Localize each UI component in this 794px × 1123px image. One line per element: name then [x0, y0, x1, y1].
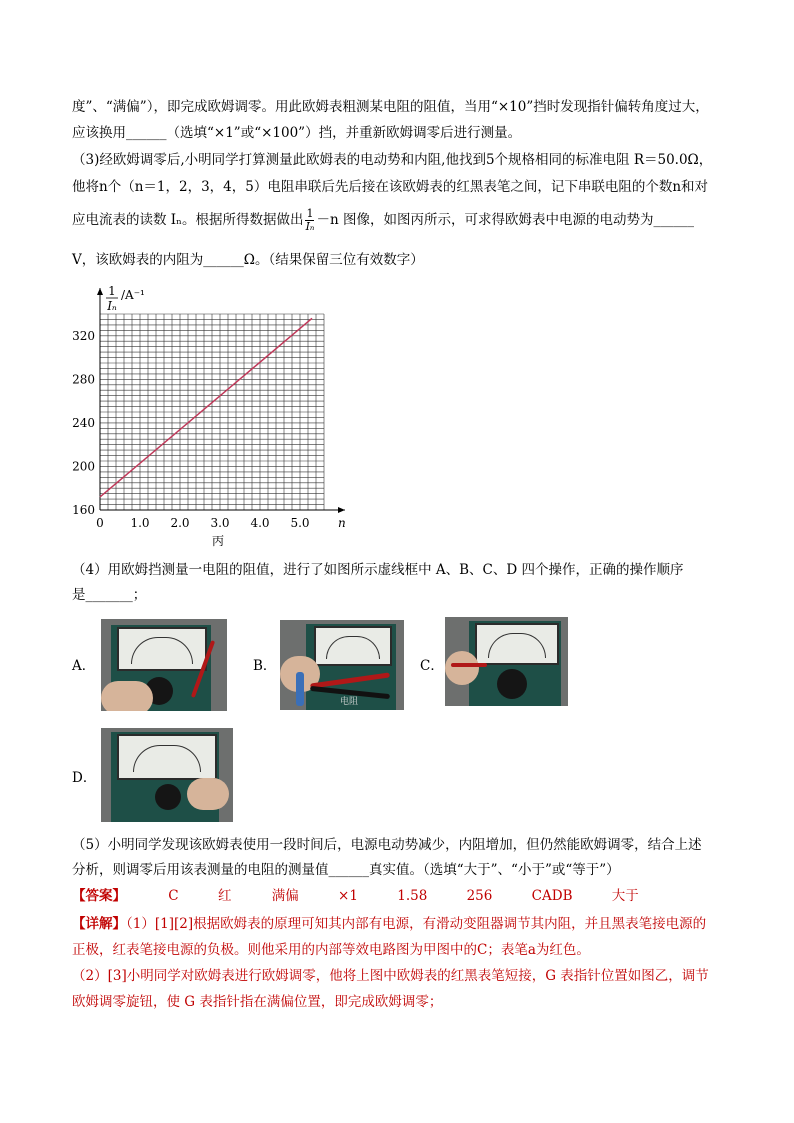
question-3-line: （3)经欧姆调零后,小明同学打算测量此欧姆表的电动势和内阻,他找到5个规格相同的标准电阻 R＝50.0Ω，: [72, 152, 713, 168]
red-probe: [451, 663, 487, 667]
x-tick-label: 3.0: [210, 516, 230, 530]
y-origin-label: 160: [72, 503, 95, 517]
option-b-photo: [280, 620, 404, 710]
option-c-photo: [445, 617, 568, 706]
y-axis-arrow: [97, 288, 103, 295]
resistor: [296, 672, 304, 706]
answer-7: CADB: [531, 888, 573, 904]
text-segment: －n 图像，如图丙所示，可求得欧姆表中电源的电动势为______: [316, 212, 694, 228]
meter-dial: [117, 627, 207, 671]
scale-arc: [131, 637, 193, 664]
option-a-photo: [101, 619, 227, 711]
selector-knob: [497, 669, 527, 699]
answer-6: 256: [466, 888, 493, 904]
meter-dial: [117, 734, 217, 780]
answer-4: ×1: [338, 888, 358, 904]
y-tick-label: 200: [72, 459, 95, 474]
fraction-denominator: Iₙ: [305, 220, 315, 233]
zero-adjust-knob: [155, 784, 181, 810]
detail-line: （2）[3]小明同学对欧姆表进行欧姆调零，他将上图中欧姆表的红黑表笔短接，G 表指针位置如图乙，调节: [72, 968, 709, 984]
y-axis-label-denominator: Iₙ: [107, 299, 117, 313]
question-4-line: 是_______；: [72, 587, 147, 603]
option-b-label: B．: [253, 658, 277, 674]
fraction-numerator: 1: [306, 207, 314, 220]
y-tick-label: 280: [72, 372, 95, 387]
answer-3: 满偏: [271, 888, 299, 904]
question-4-line: （4）用欧姆挡测量一电阻的阻值，进行了如图所示虚线框中 A、B、C、D 四个操作，正确的操作顺序: [72, 562, 684, 578]
hand: [101, 681, 153, 711]
y-tick-label: 320: [72, 328, 95, 343]
x-axis-arrow: [338, 507, 345, 513]
scale-arc: [488, 633, 546, 658]
x-origin-label: 0: [96, 516, 104, 530]
x-tick-label: 2.0: [170, 516, 190, 530]
x-tick-label: 1.0: [130, 516, 150, 530]
option-d-photo: [101, 728, 233, 822]
hand: [187, 778, 229, 810]
question-3-line: [72, 208, 694, 233]
graph-bing: [60, 282, 360, 552]
question-text-line: 度”、“满偏”），即完成欧姆调零。用此欧姆表粗测某电阻的阻值，当用“×10”挡时发现指针偏转角度过大，: [72, 99, 709, 115]
chart-caption: 丙: [211, 534, 225, 548]
meter-dial: [314, 626, 392, 666]
x-axis-label: n: [338, 516, 346, 530]
detail-text: （1）[1][2]根据欧姆表的原理可知其内部有电源，有滑动变阻器调节其内阻，并且黑表笔接电源的: [126, 916, 707, 932]
answer-5: 1.58: [397, 888, 428, 904]
question-3-line: 他将n个（n＝1，2，3，4，5）电阻串联后先后接在该欧姆表的红黑表笔之间，记下串联电阻的个数n和对: [72, 179, 709, 195]
detail-line: [72, 914, 706, 934]
option-d-label: D．: [72, 770, 97, 786]
resistor-tag: 电阻: [340, 697, 359, 707]
answer-label: 【答案】: [72, 888, 126, 904]
option-a-label: A．: [72, 658, 96, 674]
detail-line: 欧姆调零旋钮，使 G 表指针指在满偏位置，即完成欧姆调零；: [72, 994, 443, 1010]
text-segment: 应电流表的读数 Iₙ。根据所得数据做出: [72, 212, 304, 228]
scale-arc: [326, 636, 380, 659]
question-text-line: 应该换用______（选填“×1”或“×100”）挡，并重新欧姆调零后进行测量。: [72, 125, 522, 141]
y-axis-label-numerator: 1: [108, 284, 116, 298]
option-c-label: C．: [420, 658, 444, 674]
x-tick-label: 4.0: [250, 516, 270, 530]
detail-label: 【详解】: [72, 916, 126, 932]
y-tick-label: 240: [72, 415, 95, 430]
meter-dial: [475, 623, 559, 665]
scale-arc: [133, 745, 201, 772]
question-5-line: 分析，则调零后用该表测量的电阻的测量值______真实值。（选填“大于”、“小于”或“等于”）: [72, 862, 620, 878]
x-tick-label: 5.0: [290, 516, 310, 530]
answer-8: 大于: [611, 888, 639, 904]
question-5-line: （5）小明同学发现该欧姆表使用一段时间后，电源电动势减少，内阻增加，但仍然能欧姆调零，结合上述: [72, 837, 702, 853]
inverse-current-fraction: [305, 208, 314, 233]
detail-line: 正极，红表笔接电源的负极。则他采用的内部等效电路图为甲图中的C；表笔a为红色。: [72, 942, 590, 958]
answer-2: 红: [217, 888, 232, 904]
answer-row: [72, 886, 722, 906]
hand: [445, 651, 479, 685]
question-3-line: V，该欧姆表的内阻为______Ω。（结果保留三位有效数字）: [72, 252, 424, 268]
answer-1: C: [168, 888, 179, 904]
y-axis-label-unit: /A⁻¹: [121, 288, 145, 302]
